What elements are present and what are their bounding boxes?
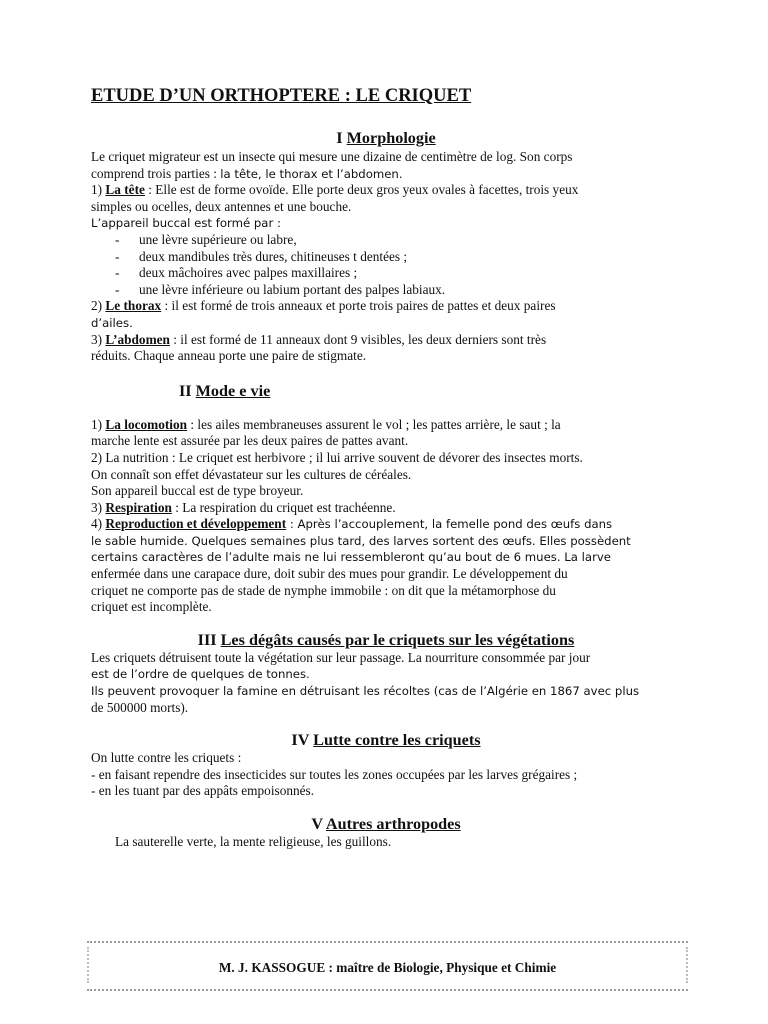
paragraph: On lutte contre les criquets : [91,750,242,766]
section-number: III [197,630,221,649]
paragraph: L’appareil buccal est formé par : [91,216,281,231]
item-number: 3) [91,499,106,515]
section-title: Morphologie [346,129,436,147]
term-reproduction: Reproduction et développement [105,516,287,532]
list-item: - en les tuant par des appâts empoisonnés. [91,783,315,799]
list-item-text: deux mandibules très dures, chitineuses t dentées ; [139,248,408,264]
paragraph: de 500000 morts). [91,699,189,715]
section-heading-mode-de-vie [91,381,681,401]
paragraph: certains caractères de l’adulte mais ne lui ressembleront qu’au bout de 6 mues. La larve [91,550,612,565]
section-heading-autres [91,814,681,834]
text: : Elle est de forme ovoïde. Elle porte deux gros yeux ovales à facettes, trois yeux [144,182,579,198]
paragraph: criquet ne comporte pas de stade de nymphe immobile : on dit que la métamorphose du [91,582,556,598]
paragraph: Le criquet migrateur est un insecte qui mesure une dizaine de centimètre de log. Son corps [91,149,573,164]
paragraph: le sable humide. Quelques semaines plus tard, des larves sortent des œufs. Elles possèdent [91,533,631,548]
footer-text: M. J. KASSOGUE : maître de Biologie, Physique et Chimie [218,960,557,975]
term-abdomen: L’abdomen [105,331,170,347]
item-number: 1) [91,416,106,432]
text: : Après l’accouplement, la femelle pond des œufs dans [286,517,613,532]
paragraph: criquet est incomplète. [91,599,212,615]
section-heading-degats [91,630,681,650]
page-title: ETUDE D’UN ORTHOPTERE : LE CRIQUET [91,86,472,106]
section-number: IV [291,731,314,750]
paragraph: d’ailes. [91,315,133,330]
term-la-tete: La tête [105,182,145,198]
list-item-text: deux mâchoires avec palpes maxillaires ; [139,265,358,281]
paragraph: simples ou ocelles, deux antennes et une bouche. [91,198,352,214]
paragraph: Son appareil buccal est de type broyeur. [91,483,304,499]
term-respiration: Respiration [105,499,172,515]
section-title: Mode e vie [195,381,271,400]
page-footer [87,941,688,991]
item-number: 2) [91,298,106,314]
list-item: - en faisant rependre des insecticides sur toutes les zones occupées par les larves grégaires ; [91,766,578,782]
section-number: I [336,129,347,147]
list-item-text: une lèvre supérieure ou labre, [139,231,297,247]
paragraph-tete [91,182,681,199]
list-item-text: une lèvre inférieure ou labium portant des palpes labiaux. [139,281,446,297]
item-number: 3) [91,331,106,347]
item-number: 1) [91,182,106,198]
paragraph: 2) La nutrition : Le criquet est herbivore ; il lui arrive souvent de dévorer des insectes morts. [91,449,583,465]
text: : les ailes membraneuses assurent le vol ; les pattes arrière, le saut ; la [187,416,561,432]
paragraph: enfermée dans une carapace dure, doit subir des mues pour grandir. Le développement du [91,566,568,582]
text: comprend trois parties : [91,165,217,181]
bullet-dash: - [115,281,120,297]
list-item [91,282,681,299]
text: la tête, le thorax et l’abdomen. [220,166,403,181]
section-heading-lutte [91,730,681,750]
paragraph-abdomen [91,332,681,349]
item-number: 4) [91,516,106,532]
section-number: V [311,815,326,833]
paragraph [91,166,681,183]
document-page [91,84,681,851]
term-locomotion: La locomotion [105,416,188,432]
paragraph: est de l’ordre de quelques de tonnes. [91,667,310,682]
list-item [91,232,681,249]
list-item [91,249,681,266]
term-le-thorax: Le thorax [105,298,162,314]
bullet-dash: - [115,265,120,281]
paragraph: On connaît son effet dévastateur sur les cultures de céréales. [91,466,412,482]
paragraph: Les criquets détruisent toute la végétation sur leur passage. La nourriture consommée par jour [91,649,591,665]
section-heading-morphologie [91,128,681,148]
text: : il est formé de 11 anneaux dont 9 visibles, les deux derniers sont très [169,331,547,347]
section-title: Les dégâts causés par le criquets sur les végétations [220,630,575,649]
paragraph: marche lente est assurée par les deux paires de pattes avant. [91,433,409,449]
paragraph: Ils peuvent provoquer la famine en détruisant les récoltes (cas de l’Algérie en 1867 avec plus [91,684,640,699]
paragraph-locomotion [91,417,681,434]
bullet-dash: - [115,248,120,264]
paragraph-respiration [91,500,681,517]
paragraph: réduits. Chaque anneau porte une paire de stigmate. [91,348,367,364]
paragraph-reproduction [91,516,681,533]
text: : La respiration du criquet est trachéenne. [171,499,396,515]
list-item [91,265,681,282]
section-title: Lutte contre les criquets [313,731,481,750]
paragraph-thorax [91,298,681,315]
paragraph: La sauterelle verte, la mente religieuse, les guillons. [115,834,392,849]
section-number: II [179,381,196,400]
section-title: Autres arthropodes [325,815,461,833]
bullet-dash: - [115,231,120,247]
text: : il est formé de trois anneaux et porte trois paires de pattes et deux paires [161,298,556,314]
